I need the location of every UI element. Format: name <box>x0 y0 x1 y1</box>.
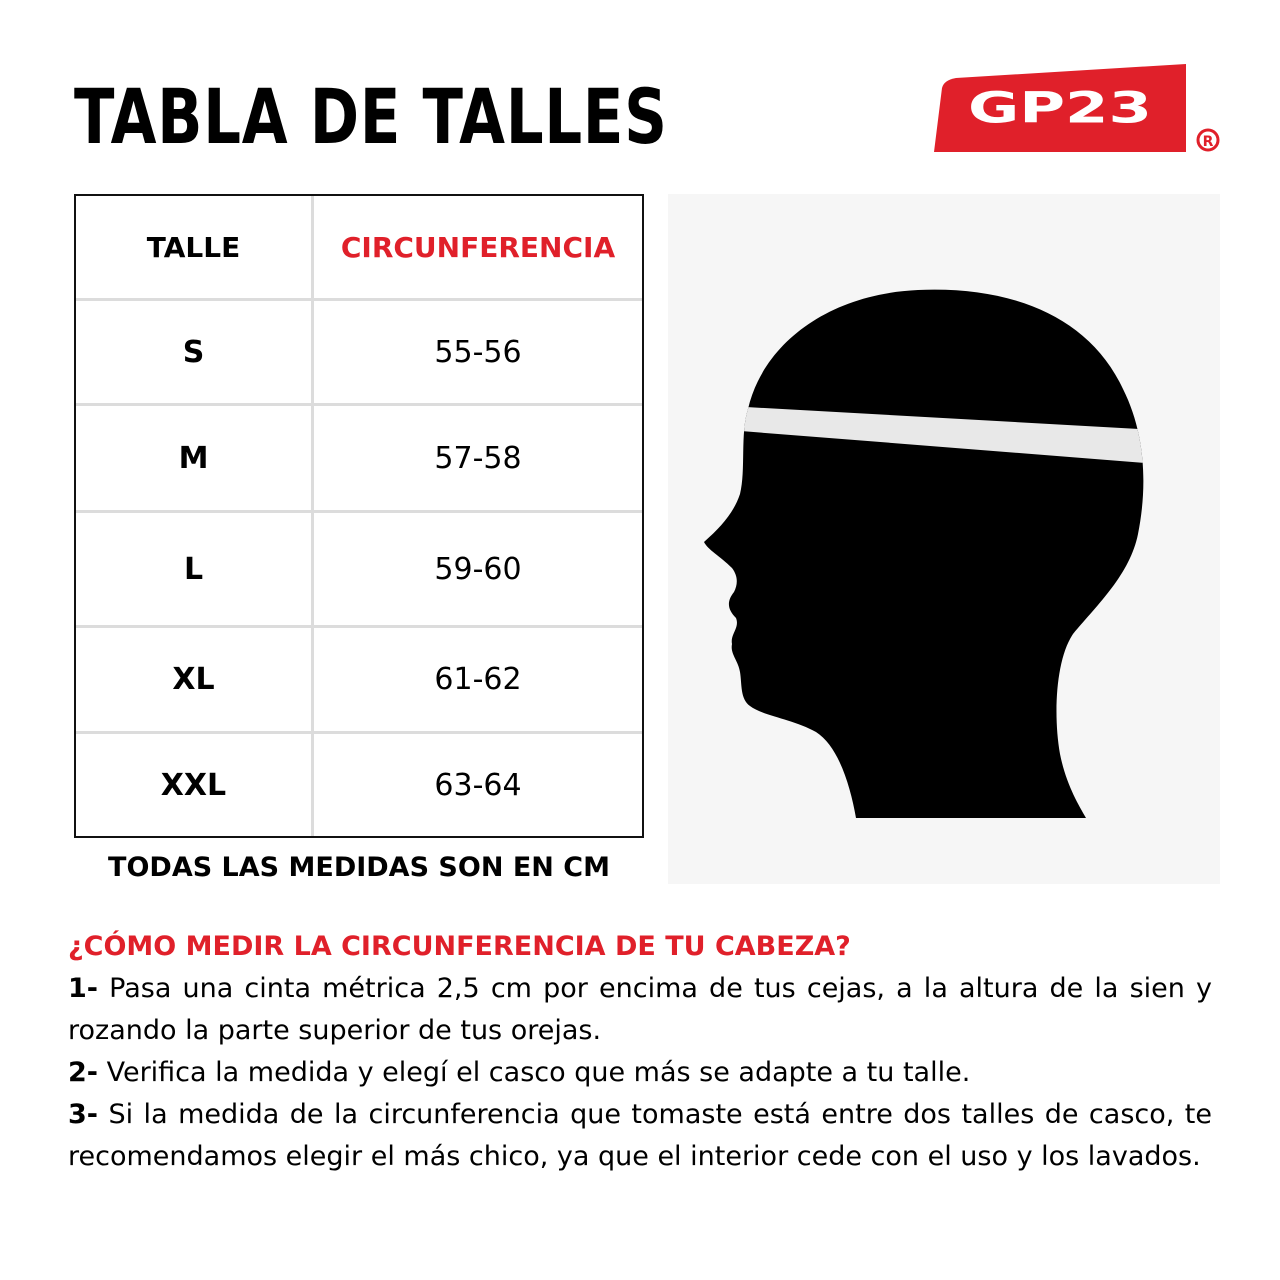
size-label: XXL <box>76 734 314 836</box>
size-range: 61-62 <box>434 662 522 697</box>
table-row <box>76 734 642 836</box>
table-row <box>76 406 642 510</box>
step-text: Si la medida de la circunferencia que tomaste está entre dos talles de casco, te recomendamos elegir el más chico, ya que el interior cede con el uso y los lavados. <box>68 1099 1212 1172</box>
step-number: 2- <box>68 1057 98 1088</box>
size-table <box>74 194 644 838</box>
size-range: 63-64 <box>434 767 522 803</box>
instructions-steps <box>68 968 1212 1178</box>
size-label: M <box>76 406 314 510</box>
instructions-title: ¿CÓMO MEDIR LA CIRCUNFERENCIA DE TU CABEZA? <box>68 931 851 962</box>
table-row <box>76 513 642 625</box>
instruction-step <box>68 1052 1212 1094</box>
units-note: TODAS LAS MEDIDAS SON EN CM <box>108 852 610 883</box>
step-text: Verifica la medida y elegí el casco que más se adapte a tu talle. <box>98 1057 971 1088</box>
size-label: XL <box>76 628 314 731</box>
size-range: 55-56 <box>434 334 522 370</box>
head-illustration <box>668 194 1220 884</box>
size-label: L <box>76 513 314 625</box>
instruction-step <box>68 1094 1212 1178</box>
logo-text: GP23 <box>967 82 1153 133</box>
head-silhouette-icon <box>668 194 1220 884</box>
registered-mark: R <box>1202 134 1214 150</box>
instruction-step <box>68 968 1212 1052</box>
step-number: 1- <box>68 973 98 1004</box>
size-range: 59-60 <box>434 551 522 587</box>
step-text: Pasa una cinta métrica 2,5 cm por encima de tus cejas, a la altura de la sien y rozando la parte superior de tus orejas. <box>68 973 1212 1046</box>
table-row <box>76 301 642 403</box>
size-label: S <box>76 301 314 403</box>
gp23-logo <box>930 58 1230 158</box>
step-number: 3- <box>68 1099 98 1130</box>
table-header-row <box>76 196 642 298</box>
header-talle: TALLE <box>76 196 314 298</box>
page-title: TABLA DE TALLES <box>74 72 668 161</box>
size-range: 57-58 <box>434 440 522 476</box>
header-circunferencia: CIRCUNFERENCIA <box>340 230 616 264</box>
table-row <box>76 628 642 731</box>
